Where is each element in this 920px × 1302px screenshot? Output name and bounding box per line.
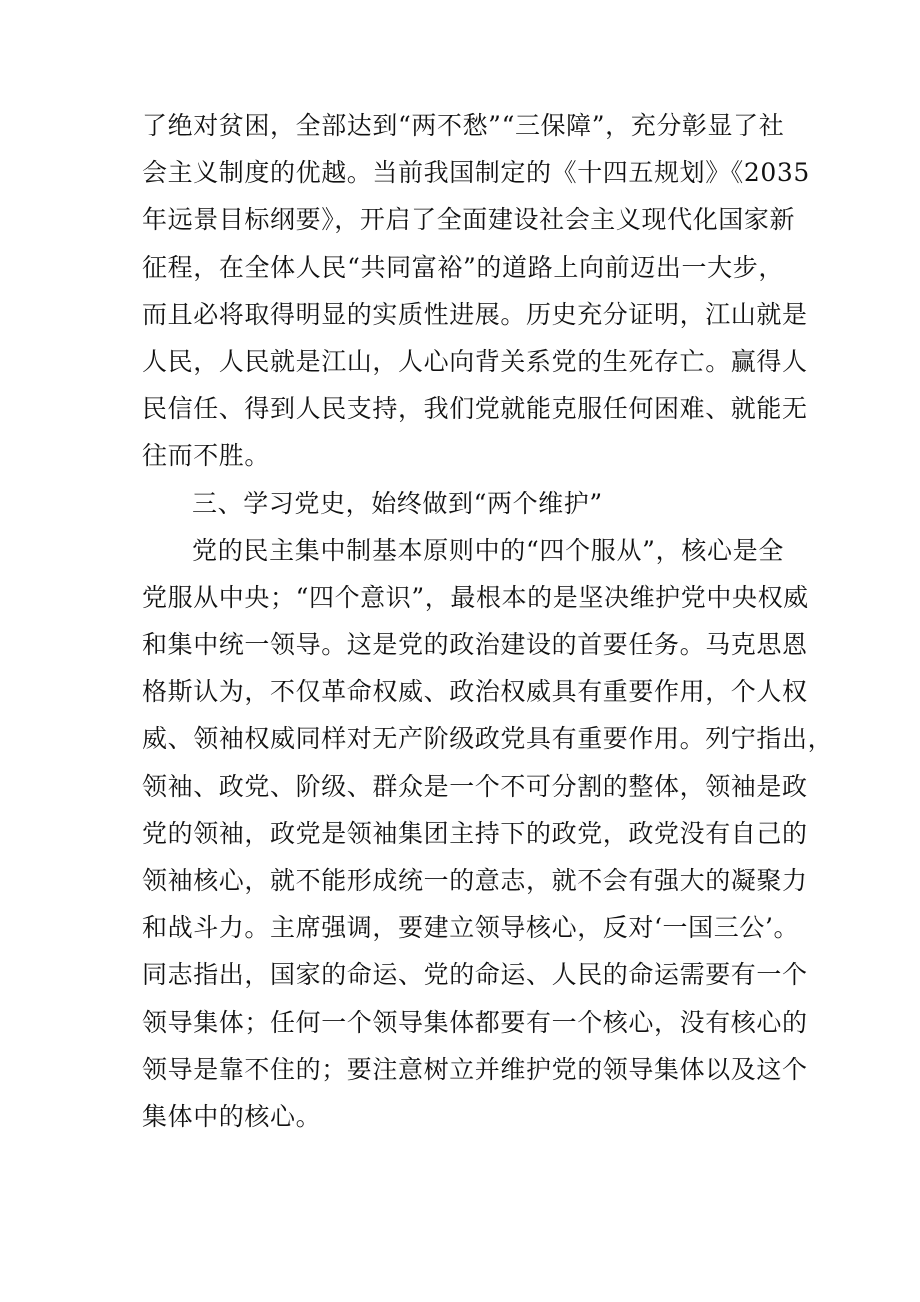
text-line: 和战斗力。主席强调，要建立领导核心，反对‘一国三公’。	[142, 913, 800, 943]
text-line: 往而不胜。	[142, 441, 271, 471]
text-line: 民信任、得到人民支持，我们党就能克服任何困难、就能无	[142, 394, 808, 424]
text-line: 党服从中央；“四个意识”，最根本的是坚决维护党中央权威	[142, 582, 809, 612]
text-line: 党的领袖，政党是领袖集团主持下的政党，政党没有自己的	[142, 818, 808, 848]
text-line: 格斯认为，不仅革命权威、政治权威具有重要作用，个人权	[142, 677, 808, 707]
text-line: 了绝对贫困，全部达到“两不愁”“三保障”，充分彰显了社	[142, 111, 785, 140]
text-line: 年远景目标纲要》，开启了全面建设社会主义现代化国家新	[142, 205, 796, 235]
text-line: 领袖核心，就不能形成统一的意志，就不会有强大的凝聚力	[142, 866, 808, 895]
text-line: 同志指出，国家的命运、党的命运、人民的命运需要有一个	[142, 960, 808, 990]
heading-line: 三、学习党史，始终做到“两个维护”	[192, 488, 603, 518]
text-line: 集体中的核心。	[142, 1101, 322, 1131]
text-line: 人民，人民就是江山，人心向背关系党的生死存亡。赢得人	[142, 346, 808, 376]
text-line: 领导集体；任何一个领导集体都要有一个核心，没有核心的	[142, 1007, 808, 1037]
document-page	[142, 102, 834, 1140]
paragraph-1	[142, 102, 810, 480]
text-line: 党的民主集中制基本原则中的“四个服从”，核心是全	[192, 535, 784, 565]
text-line: 而且必将取得明显的实质性进展。历史充分证明，江山就是	[142, 299, 808, 329]
text-line: 和集中统一领导。这是党的政治建设的首要任务。马克思恩	[142, 630, 808, 660]
section-heading	[142, 480, 784, 527]
text-line: 会主义制度的优越。当前我国制定的《十四五规划》《2035	[142, 158, 810, 188]
text-line: 领袖、政党、阶级、群众是一个不可分割的整体，领袖是政	[142, 771, 808, 801]
text-line: 征程，在全体人民“共同富裕”的道路上向前迈出一大步，	[142, 252, 784, 282]
paragraph-2	[142, 527, 834, 1140]
text-line: 领导是靠不住的；要注意树立并维护党的领导集体以及这个	[142, 1054, 808, 1084]
text-line: 威、领袖权威同样对无产阶级政党具有重要作用。列宁指出，	[142, 724, 834, 754]
